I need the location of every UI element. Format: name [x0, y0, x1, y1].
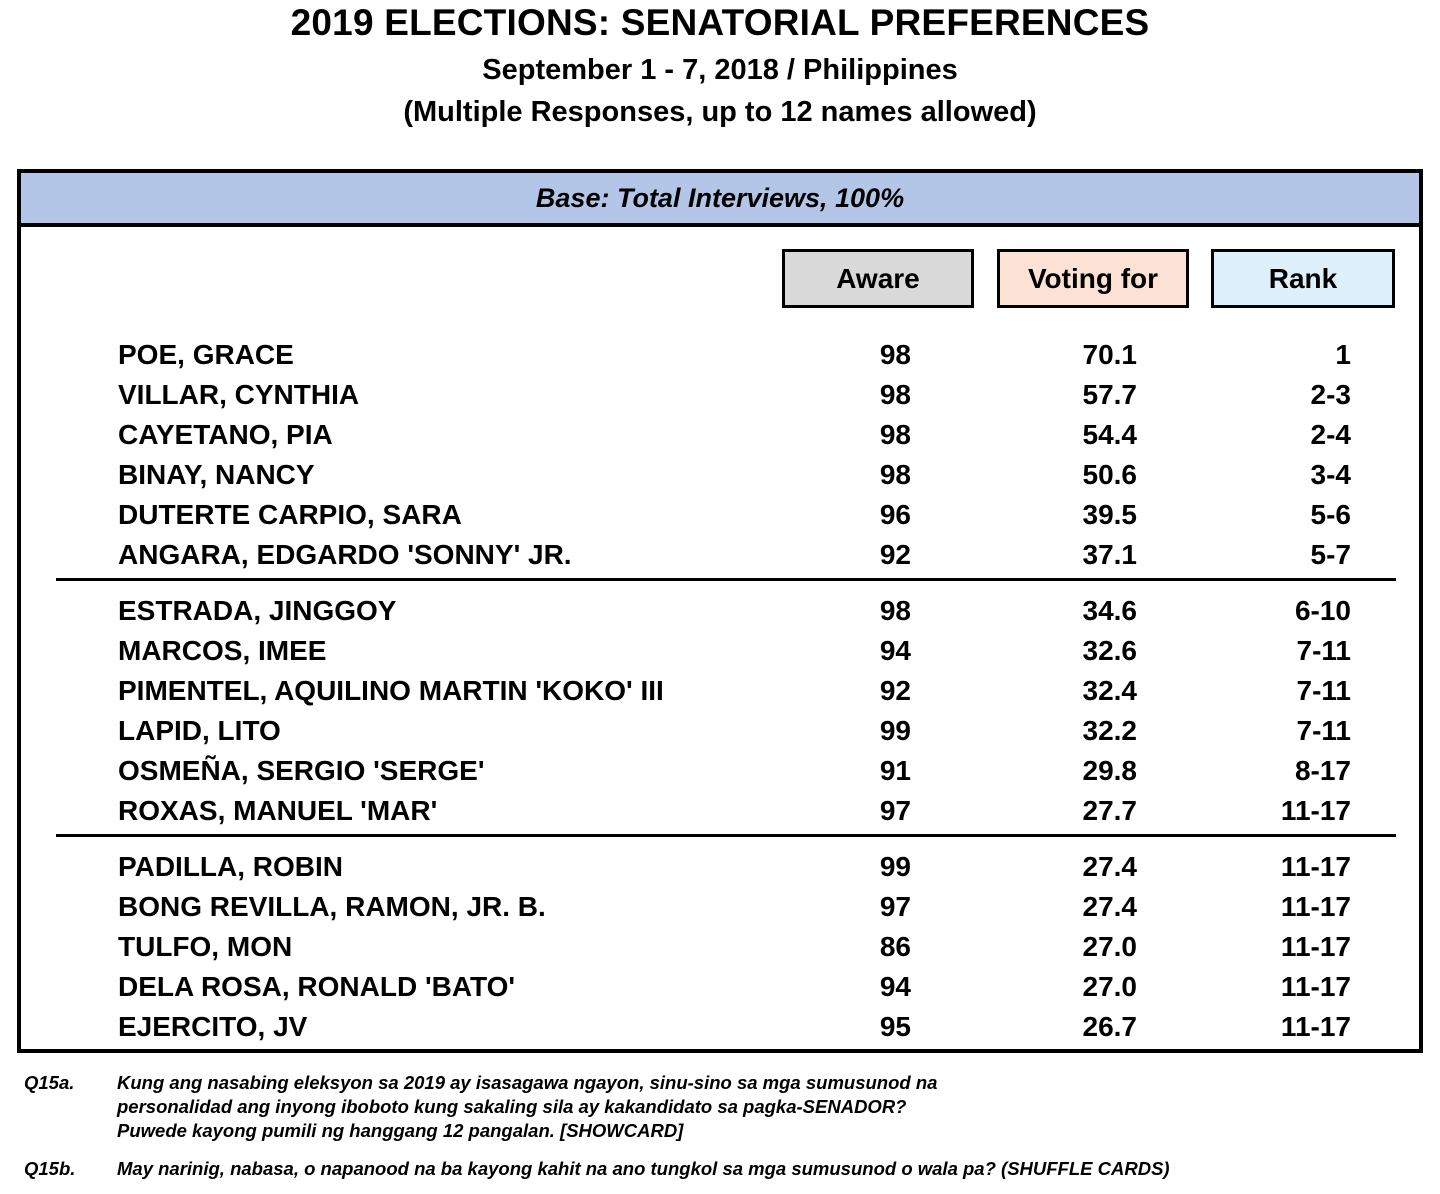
question-code: Q15b.	[24, 1158, 76, 1179]
aware-value: 95	[879, 1011, 911, 1042]
table-row	[21, 375, 1419, 415]
voting-for-value: 54.4	[1082, 419, 1137, 450]
rank-value: 2-3	[1310, 379, 1351, 410]
rank-value: 11-17	[1280, 851, 1351, 882]
voting-for-value: 32.6	[1082, 635, 1137, 666]
group-divider	[56, 578, 1396, 581]
results-table	[17, 169, 1423, 1053]
aware-value: 98	[879, 419, 911, 450]
rank-value: 11-17	[1280, 931, 1351, 962]
aware-value: 97	[879, 795, 911, 826]
candidate-name: VILLAR, CYNTHIA	[118, 379, 360, 410]
voting-for-value: 26.7	[1082, 1011, 1137, 1042]
table-row	[21, 751, 1419, 791]
voting-for-value: 70.1	[1082, 339, 1137, 370]
candidate-name: DELA ROSA, RONALD 'BATO'	[118, 971, 516, 1002]
candidate-name: ANGARA, EDGARDO 'SONNY' JR.	[118, 539, 572, 570]
table-row	[21, 1007, 1419, 1047]
candidate-name: TULFO, MON	[118, 931, 293, 962]
rank-value: 1	[1335, 339, 1351, 370]
base-label: Base: Total Interviews, 100%	[21, 173, 1419, 227]
candidate-name: ROXAS, MANUEL 'MAR'	[118, 795, 438, 826]
table-row	[21, 711, 1419, 751]
voting-for-value: 27.0	[1082, 971, 1137, 1002]
rank-value: 6-10	[1294, 595, 1351, 626]
column-header-voting-for: Voting for	[997, 249, 1189, 308]
rank-value: 7-11	[1296, 635, 1351, 666]
question-code: Q15a.	[24, 1072, 75, 1093]
table-row	[21, 671, 1419, 711]
table-row	[21, 927, 1419, 967]
rank-value: 11-17	[1280, 795, 1351, 826]
aware-value: 92	[879, 675, 911, 706]
aware-value: 98	[879, 379, 911, 410]
voting-for-value: 27.4	[1082, 851, 1137, 882]
candidate-name: BINAY, NANCY	[118, 459, 315, 490]
rank-value: 8-17	[1294, 755, 1351, 786]
aware-value: 97	[879, 891, 911, 922]
rank-value: 3-4	[1310, 459, 1351, 490]
table-row	[21, 591, 1419, 631]
rank-value: 2-4	[1310, 419, 1351, 450]
candidate-name: CAYETANO, PIA	[118, 419, 333, 450]
table-row	[21, 455, 1419, 495]
question-text: personalidad ang inyong iboboto kung sakaling sila ay kakandidato sa pagka-SENADOR?	[117, 1096, 907, 1117]
aware-value: 96	[879, 499, 911, 530]
voting-for-value: 37.1	[1082, 539, 1137, 570]
table-row	[21, 887, 1419, 927]
aware-value: 99	[879, 851, 911, 882]
candidate-name: POE, GRACE	[118, 339, 294, 370]
question-text: Kung ang nasabing eleksyon sa 2019 ay isasagawa ngayon, sinu-sino sa mga sumusunod na	[117, 1072, 938, 1093]
aware-value: 94	[879, 635, 911, 666]
rank-value: 5-7	[1310, 539, 1351, 570]
aware-value: 98	[879, 459, 911, 490]
table-row	[21, 847, 1419, 887]
table-row	[21, 791, 1419, 831]
candidate-name: EJERCITO, JV	[118, 1011, 308, 1042]
column-header-aware: Aware	[782, 249, 974, 308]
table-row	[21, 495, 1419, 535]
page-title: 2019 ELECTIONS: SENATORIAL PREFERENCES	[290, 2, 1150, 43]
rank-value: 11-17	[1280, 891, 1351, 922]
candidate-name: DUTERTE CARPIO, SARA	[118, 499, 462, 530]
aware-value: 86	[879, 931, 911, 962]
rank-value: 7-11	[1296, 675, 1351, 706]
aware-value: 92	[879, 539, 911, 570]
table-row	[21, 415, 1419, 455]
rank-value: 11-17	[1280, 971, 1351, 1002]
table-row	[21, 535, 1419, 575]
voting-for-value: 57.7	[1082, 379, 1137, 410]
voting-for-value: 27.7	[1082, 795, 1137, 826]
table-row	[21, 631, 1419, 671]
voting-for-value: 34.6	[1082, 595, 1137, 626]
question-text: May narinig, nabasa, o napanood na ba kayong kahit na ano tungkol sa mga sumusunod o wala pa? (SHUFFLE CARDS)	[117, 1158, 1170, 1179]
voting-for-value: 27.4	[1082, 891, 1137, 922]
candidate-name: LAPID, LITO	[118, 715, 281, 746]
aware-value: 99	[879, 715, 911, 746]
rank-value: 5-6	[1310, 499, 1351, 530]
voting-for-value: 32.4	[1082, 675, 1137, 706]
aware-value: 94	[879, 971, 911, 1002]
rank-value: 7-11	[1296, 715, 1351, 746]
candidate-name: PADILLA, ROBIN	[118, 851, 344, 882]
candidate-name: MARCOS, IMEE	[118, 635, 327, 666]
voting-for-value: 32.2	[1082, 715, 1137, 746]
aware-value: 91	[879, 755, 911, 786]
page-subtitle: September 1 - 7, 2018 / Philippines	[482, 54, 958, 86]
aware-value: 98	[879, 595, 911, 626]
voting-for-value: 39.5	[1082, 499, 1137, 530]
voting-for-value: 27.0	[1082, 931, 1137, 962]
table-row	[21, 967, 1419, 1007]
candidate-name: OSMEÑA, SERGIO 'SERGE'	[118, 755, 485, 786]
voting-for-value: 29.8	[1082, 755, 1137, 786]
candidate-name: PIMENTEL, AQUILINO MARTIN 'KOKO' III	[118, 675, 664, 706]
response-note: (Multiple Responses, up to 12 names allowed)	[403, 96, 1037, 128]
question-text: Puwede kayong pumili ng hanggang 12 pangalan. [SHOWCARD]	[117, 1120, 684, 1141]
candidate-name: BONG REVILLA, RAMON, JR. B.	[118, 891, 546, 922]
rank-value: 11-17	[1280, 1011, 1351, 1042]
group-divider	[56, 834, 1396, 837]
candidate-name: ESTRADA, JINGGOY	[118, 595, 397, 626]
table-row	[21, 335, 1419, 375]
column-header-rank: Rank	[1211, 249, 1395, 308]
voting-for-value: 50.6	[1082, 459, 1137, 490]
aware-value: 98	[879, 339, 911, 370]
